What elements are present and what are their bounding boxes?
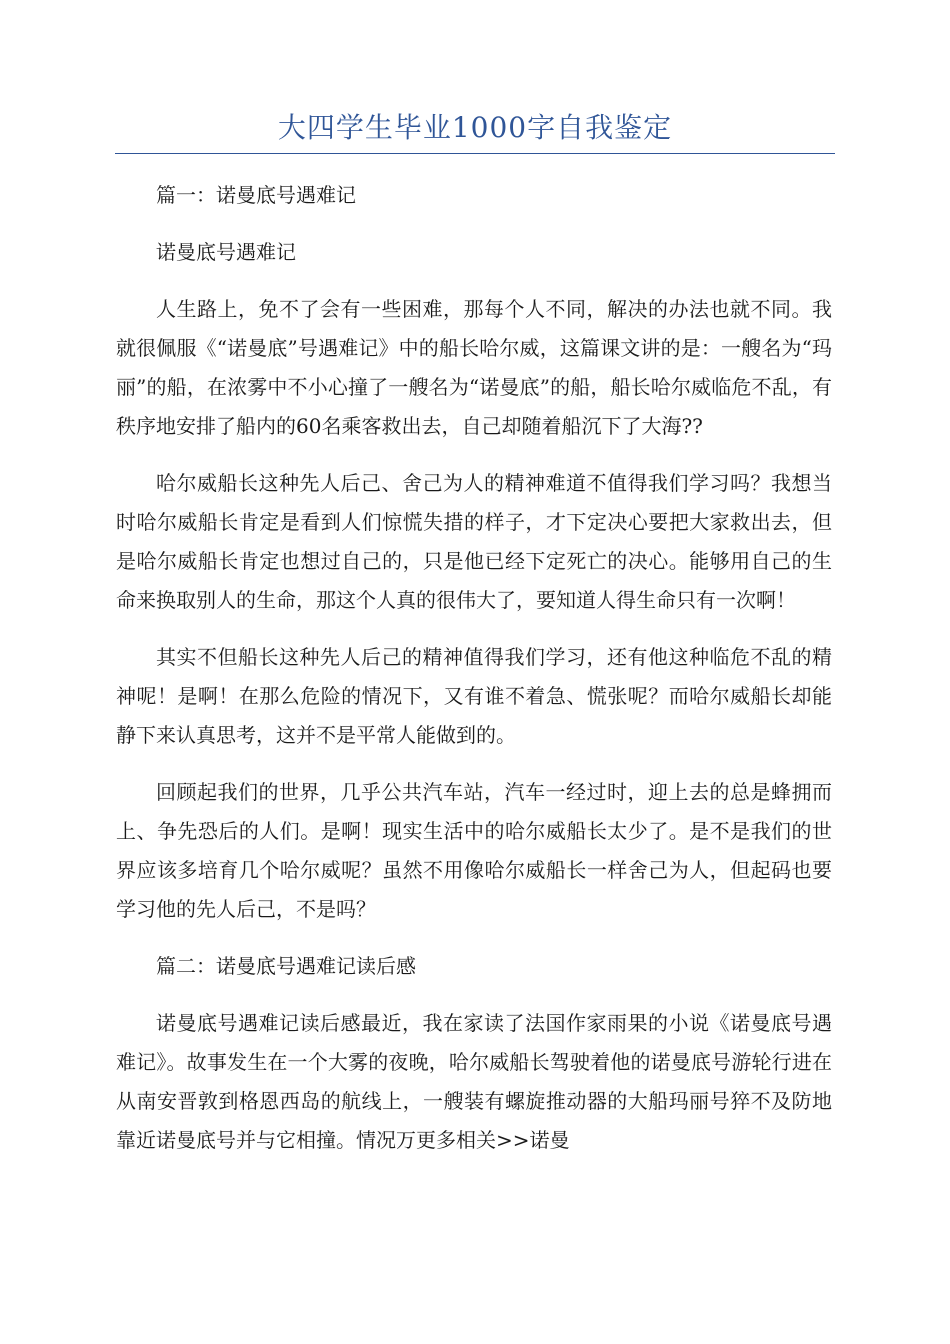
body-paragraph: 诺曼底号遇难记读后感最近，我在家读了法国作家雨果的小说《诺曼底号遇难记》。故事发生在一个大雾的夜晚，哈尔威船长驾驶着他的诺曼底号游轮行进在从南安晋敦到格恩西岛的航线上，一艘装有螺旋推动器的大船玛丽号猝不及防地靠近诺曼底号并与它相撞。情况万更多相关>>诺曼 [116,1011,832,1152]
body-paragraph: 哈尔威船长这种先人后己、舍己为人的精神难道不值得我们学习吗？我想当时哈尔威船长肯定是看到人们惊慌失措的样子，才下定决心要把大家救出去，但是哈尔威船长肯定也想过自己的，只是他已经下定死亡的决心。能够用自己的生命来换取别人的生命，那这个人真的很伟大了，要知道人得生命只有一次啊！ [116,471,832,612]
body-paragraph: 回顾起我们的世界，几乎公共汽车站，汽车一经过时，迎上去的总是蜂拥而上、争先恐后的人们。是啊！现实生活中的哈尔威船长太少了。是不是我们的世界应该多培育几个哈尔威呢？虽然不用像哈尔威船长一样舍己为人，但起码也要学习他的先人后己，不是吗？ [116,780,832,921]
article-title-1: 诺曼底号遇难记 [156,240,296,264]
document-body [116,176,832,1178]
body-paragraph: 其实不但船长这种先人后己的精神值得我们学习，还有他这种临危不乱的精神呢！是啊！在那么危险的情况下，又有谁不着急、慌张呢？而哈尔威船长却能静下来认真思考，这并不是平常人能做到的。 [116,645,832,747]
document-title: 大四学生毕业1000字自我鉴定 [277,111,673,144]
section-heading-1: 篇一：诺曼底号遇难记 [156,183,356,207]
section-heading-2: 篇二：诺曼底号遇难记读后感 [156,954,416,978]
title-underline [115,153,835,154]
body-paragraph: 人生路上，免不了会有一些困难，那每个人不同，解决的办法也就不同。我就很佩服《“诺曼底”号遇难记》中的船长哈尔威，这篇课文讲的是：一艘名为“玛丽”的船，在浓雾中不小心撞了一艘名为“诺曼底”的船，船长哈尔威临危不乱，有秩序地安排了船内的60名乘客救出去，自己却随着船沉下了大海?? [116,297,832,438]
